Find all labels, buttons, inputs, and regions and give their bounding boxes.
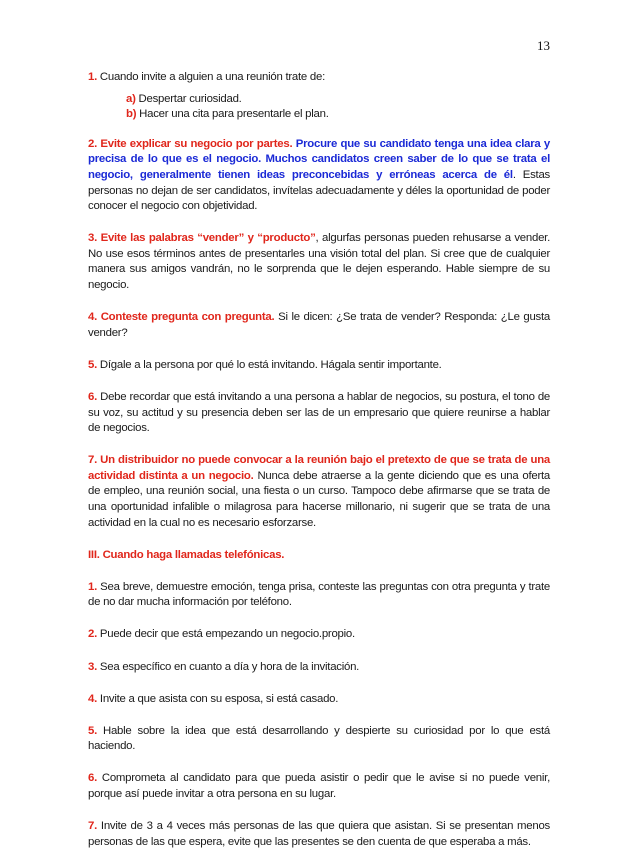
call-item-3: [88, 660, 550, 676]
sub-item-label: a): [126, 92, 136, 105]
paragraph-text: Comprometa al candidato para que pueda asistir o pedir que le avise si no puede venir, porque así puede invitar a otra persona en su lugar.: [88, 772, 550, 800]
paragraph-title: 2. Evite explicar su negocio por partes.: [88, 137, 293, 150]
paragraph-text: Sea breve, demuestre emoción, tenga prisa, conteste las preguntas con otra pregunta y trate de no dar mucha información por teléfono.: [88, 580, 550, 609]
paragraph-text: Sea específico en cuanto a día y hora de la invitación.: [97, 660, 360, 673]
paragraph-text: Nunca debe atraerse a la gente diciendo que es una oferta de empleo, una reunión social, una fiesta o un curso. Tampoco debe afirmarse que se trata de una oportunidad infalible o milagrosa para hacerse millonario, ni sugerir que se trata de una actividad en la cual no es necesario esforzarse.: [88, 469, 550, 529]
paragraph-4: [88, 310, 550, 341]
paragraph-title: 3. Evite las palabras “vender” y “producto”: [88, 232, 316, 245]
item-number: 7.: [88, 820, 97, 833]
item-number: 1.: [88, 580, 97, 593]
paragraph-text: Hable sobre la idea que está desarrollando y despierte su curiosidad por lo que está haciendo.: [88, 724, 550, 753]
paragraph-text: Dígale a la persona por qué lo está invitando. Hágala sentir importante.: [97, 358, 442, 371]
paragraph-3: [88, 231, 550, 293]
paragraph-text: Si le dicen: ¿Se trata de vender? Responda: ¿Le gusta vender?: [88, 311, 551, 339]
sub-item-label: b): [126, 108, 137, 121]
sub-item-text: Despertar curiosidad.: [135, 92, 242, 105]
sub-item-text: Hacer una cita para presentarle el plan.: [136, 108, 329, 121]
call-item-5: [88, 724, 550, 755]
page-number: 13: [537, 38, 550, 53]
section-title: III. Cuando haga llamadas telefónicas.: [88, 548, 285, 561]
document-body: [88, 70, 550, 867]
call-item-6: [88, 771, 550, 802]
paragraph-text: Cuando invite a alguien a una reunión trate de:: [97, 71, 326, 83]
sub-item-a: [126, 92, 550, 108]
paragraph-text: Invite a que asista con su esposa, si está casado.: [97, 692, 339, 705]
sub-item-b: [126, 107, 550, 123]
highlighted-text: Procure que su candidato tenga una idea clara y precisa de lo que es el negocio. Muchos candidatos creen saber de lo que se trata el negocio, generalmente tienen ideas preconcebidas y erróneas acerca de él: [88, 137, 550, 181]
paragraph-title: 4. Conteste pregunta con pregunta.: [88, 311, 275, 324]
section-heading: [88, 548, 550, 564]
call-item-1: [88, 580, 550, 611]
call-item-4: [88, 692, 550, 708]
item-number: 4.: [88, 692, 97, 705]
intro-paragraph: [88, 70, 550, 86]
paragraph-text: Invite de 3 a 4 veces más personas de las que quiera que asistan. Si se presentan menos personas de las que espera, evite que las presentes se den cuenta de que esperaba a más.: [88, 820, 550, 848]
paragraph-5: [88, 358, 550, 374]
paragraph-6: [88, 390, 550, 437]
item-number: 6.: [88, 772, 97, 785]
call-item-2: [88, 627, 550, 643]
paragraph-title: 7. Un distribuidor no puede convocar a la reunión bajo el pretexto de que se trata de una actividad distinta a un negocio.: [88, 454, 550, 482]
paragraph-text: Puede decir que está empezando un negocio.propio.: [97, 628, 355, 641]
call-item-7: [88, 819, 550, 850]
item-number: 3.: [88, 660, 97, 673]
paragraph-text: . Estas personas no dejan de ser candidatos, invítelas adecuadamente y déles la oportunidad de poder conocer el negocio con objetividad.: [88, 168, 550, 213]
item-number: 5.: [88, 724, 97, 737]
item-number: 5.: [88, 358, 97, 371]
paragraph-2: [88, 137, 550, 215]
paragraph-text: , algurfas personas pueden rehusarse a vender. No use esos términos antes de presentarles una visión total del plan. Si cree que de cualquier manera sus amigos vandrán, no le sorprenda que le dejen esperando. Hable siempre de su negocio.: [88, 232, 550, 292]
item-number: 2.: [88, 628, 97, 641]
item-number: 6.: [88, 390, 97, 403]
paragraph-7: [88, 453, 550, 531]
paragraph-text: Debe recordar que está invitando a una persona a hablar de negocios, su postura, el tono de su voz, su actitud y su presencia deben ser las de un empresario que quiere reunirse a hablar de negocios.: [88, 390, 550, 435]
item-number: 1.: [88, 71, 97, 83]
